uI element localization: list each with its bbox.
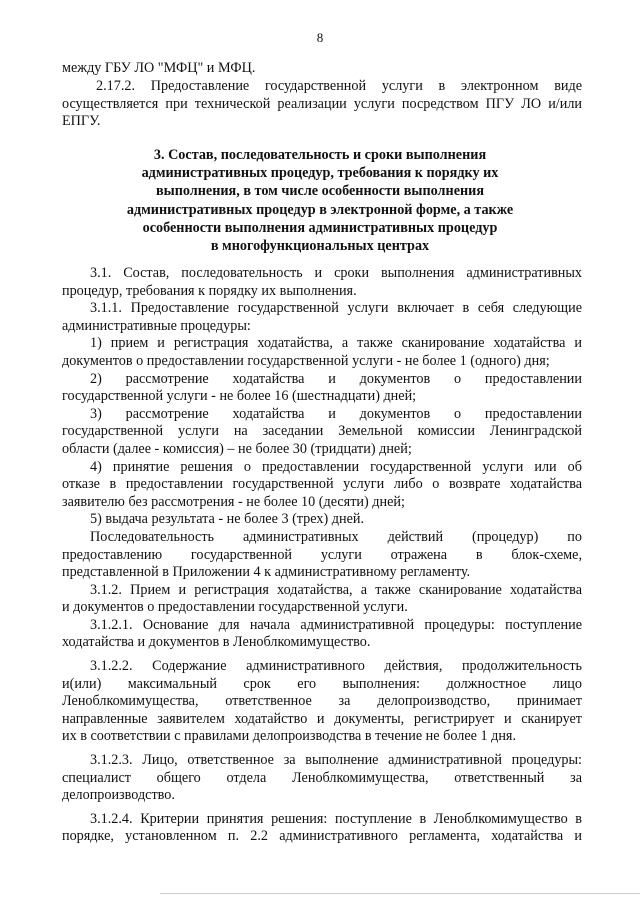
page-number: 8 [316,30,324,45]
section-3-heading [110,146,530,255]
text-line: направленные заявителем ходатайство и документы, регистрирует и сканирует [62,710,582,727]
text-line: 3.1.2.1. Основание для начала административной процедуры: поступление [90,616,582,633]
text-line: Леноблкомимущества, ответственное за делопроизводство, принимает [62,693,582,710]
heading-line: административных процедур, требования к порядку их [141,165,499,182]
paragraph-3-1-2-1 [62,617,582,652]
text-line: предоставлению государственной услуги отражена в блок-схеме, [62,546,582,563]
text-line: ЕПГУ. [62,113,101,130]
paragraph-2-17-2 [62,78,582,131]
text-line: 4) принятие решения о предоставлении государственной услуги или об [90,458,582,475]
text-line: заявителю без рассмотрения - не более 10 (десяти) дней; [62,493,405,510]
list-item-5 [62,511,582,529]
text-line: 1) прием и регистрация ходатайства, а также сканирование ходатайства и [90,335,582,352]
heading-line: особенности выполнения административных процедур [142,219,498,236]
paragraph-3-1-2-2 [62,658,582,746]
text-line: государственной услуги - не более 16 (шестнадцати) дней; [62,388,417,405]
text-line: 3.1.2.2. Содержание административного действия, продолжительность [90,658,582,675]
list-item-3 [62,406,582,459]
text-line: государственной услуги на заседании Земельной комиссии Ленинградской [62,423,582,440]
heading-line: административных процедур в электронной форме, а также [126,201,514,218]
text-line: 3.1.2.3. Лицо, ответственное за выполнение административной процедуры: [90,752,582,769]
paragraph-sequence [62,529,582,582]
paragraph-3-1 [62,265,582,300]
text-line: документов о предоставлении государственной услуги - не более 1 (одного) дня; [62,352,550,369]
section-3-body [62,265,582,846]
text-line: отказе в предоставлении государственной услуги либо о возврате ходатайства [62,476,582,493]
paragraph-3-1-2-4 [62,811,582,846]
text-line: осуществляется при технической реализации услуги посредством ПГУ ЛО и/или [62,95,582,112]
paragraph-3-1-2 [62,582,582,617]
continued-text [62,60,582,78]
text-line: порядке, установленном п. 2.2 административного регламента, ходатайства и [62,828,582,845]
text-line: ходатайства и документов в Леноблкомимущество. [62,634,371,651]
text-line: процедур, требования к порядку их выполнения. [62,282,357,299]
text-line: и(или) максимальный срок его выполнения: должностное лицо [62,675,582,692]
text-line: между ГБУ ЛО "МФЦ" и МФЦ. [62,60,256,76]
text-line: 3.1. Состав, последовательность и сроки выполнения административных [90,265,582,281]
text-line: их в соответствии с правилами делопроизводства в течение не более 1 дня. [62,728,516,745]
text-line: и документов о предоставлении государственной услуги. [62,599,408,616]
text-line: 2) рассмотрение ходатайства и документов о предоставлении [90,370,582,387]
heading-line: выполнения, в том числе особенности выполнения [155,183,485,200]
text-line: 5) выдача результата - не более 3 (трех) дней. [90,511,365,528]
heading-line: 3. Состав, последовательность и сроки выполнения [153,147,487,163]
text-line: административные процедуры: [62,317,251,334]
text-line: Последовательность административных действий (процедур) по [90,528,582,545]
text-line: 3) рассмотрение ходатайства и документов о предоставлении [90,405,582,422]
paragraph-3-1-1 [62,300,582,335]
text-line: специалист общего отдела Леноблкомимущества, ответственный за [62,769,582,786]
list-item-1 [62,335,582,370]
paragraph-3-1-2-3 [62,752,582,805]
text-line: 3.1.1. Предоставление государственной услуги включает в себя следующие [90,300,582,317]
list-item-4 [62,459,582,512]
text-line: 3.1.2. Прием и регистрация ходатайства, а также сканирование ходатайства [90,581,582,598]
text-line: области (далее - комиссия) – не более 30 (тридцати) дней; [62,440,412,457]
text-line: 2.17.2. Предоставление государственной услуги в электронном виде [96,78,582,94]
scan-edge-line [160,893,640,894]
heading-line: в многофункциональных центрах [210,238,430,255]
text-line: представленной в Приложении 4 к административному регламенту. [62,564,471,581]
text-line: делопроизводство. [62,787,175,804]
list-item-2 [62,371,582,406]
text-line: 3.1.2.4. Критерии принятия решения: поступление в Леноблкомимущество в [90,810,582,827]
